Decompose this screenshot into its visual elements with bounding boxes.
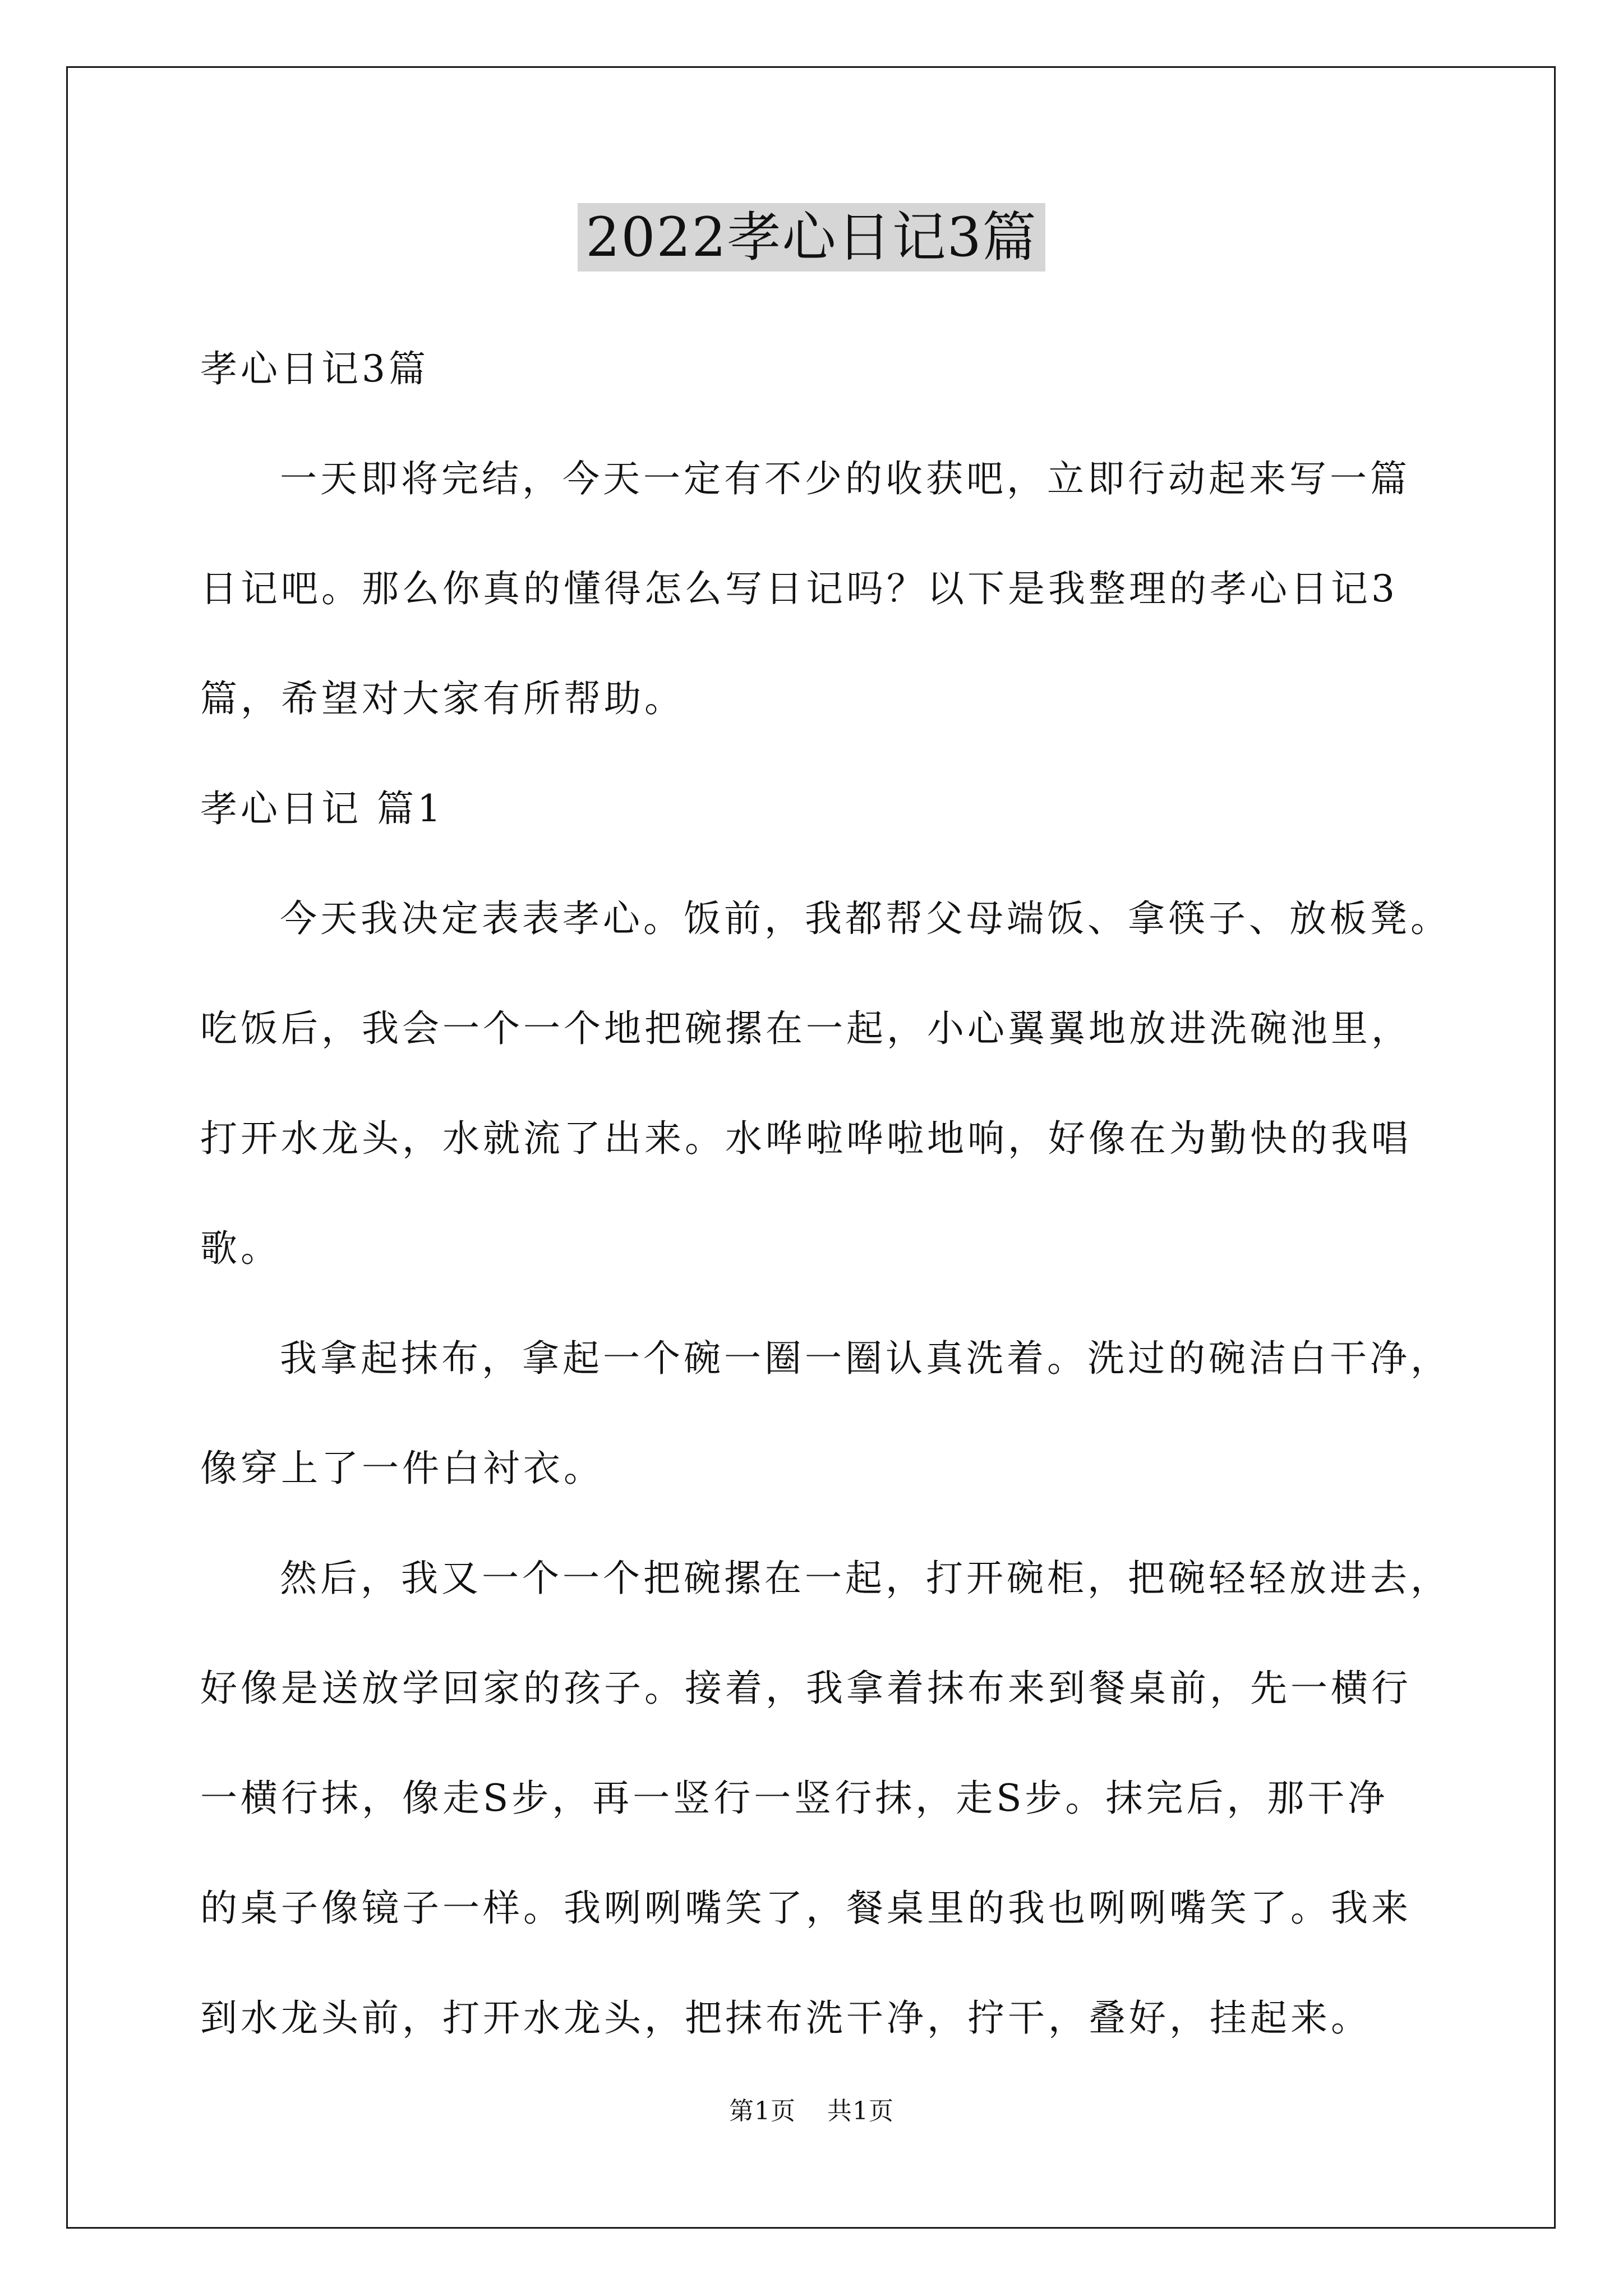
paragraph-line: 歌。 xyxy=(200,1227,281,1270)
document-body xyxy=(200,314,1451,2073)
paragraph-line: 像穿上了一件白衬衣。 xyxy=(200,1447,604,1490)
paragraph-line: 我拿起抹布，拿起一个碗一圈一圈认真洗着。洗过的碗洁白干净， xyxy=(280,1337,1451,1380)
paragraph-line: 吃饭后，我会一个一个地把碗摞在一起，小心翼翼地放进洗碗池里， xyxy=(200,1007,1412,1050)
intro-line: 一天即将完结，今天一定有不少的收获吧，立即行动起来写一篇 xyxy=(280,457,1410,500)
paragraph-line: 打开水龙头，水就流了出来。水哗啦哗啦地响，好像在为勤快的我唱 xyxy=(200,1117,1412,1160)
page-number-current: 第1页 xyxy=(729,2097,796,2125)
paragraph-line: 好像是送放学回家的孩子。接着，我拿着抹布来到餐桌前，先一横行 xyxy=(200,1667,1412,1710)
intro-line: 篇，希望对大家有所帮助。 xyxy=(200,677,685,720)
paragraph-line: 的桌子像镜子一样。我咧咧嘴笑了，餐桌里的我也咧咧嘴笑了。我来 xyxy=(200,1887,1412,1930)
paragraph-line: 然后，我又一个一个把碗摞在一起，打开碗柜，把碗轻轻放进去， xyxy=(280,1557,1451,1600)
section-heading: 孝心日记 篇1 xyxy=(200,787,444,830)
subtitle: 孝心日记3篇 xyxy=(200,347,429,390)
page-footer xyxy=(0,2091,1623,2127)
paragraph-line: 一横行抹，像走S步，再一竖行一竖行抹，走S步。抹完后，那干净 xyxy=(200,1777,1389,1820)
page-number-total: 共1页 xyxy=(827,2097,894,2125)
title-area xyxy=(0,203,1623,272)
document-title: 2022孝心日记3篇 xyxy=(578,203,1045,272)
paragraph-line: 今天我决定表表孝心。饭前，我都帮父母端饭、拿筷子、放板凳。 xyxy=(280,897,1451,940)
paragraph-line: 到水龙头前，打开水龙头，把抹布洗干净，拧干，叠好，挂起来。 xyxy=(200,1996,1371,2040)
intro-line: 日记吧。那么你真的懂得怎么写日记吗？以下是我整理的孝心日记3 xyxy=(200,567,1398,610)
